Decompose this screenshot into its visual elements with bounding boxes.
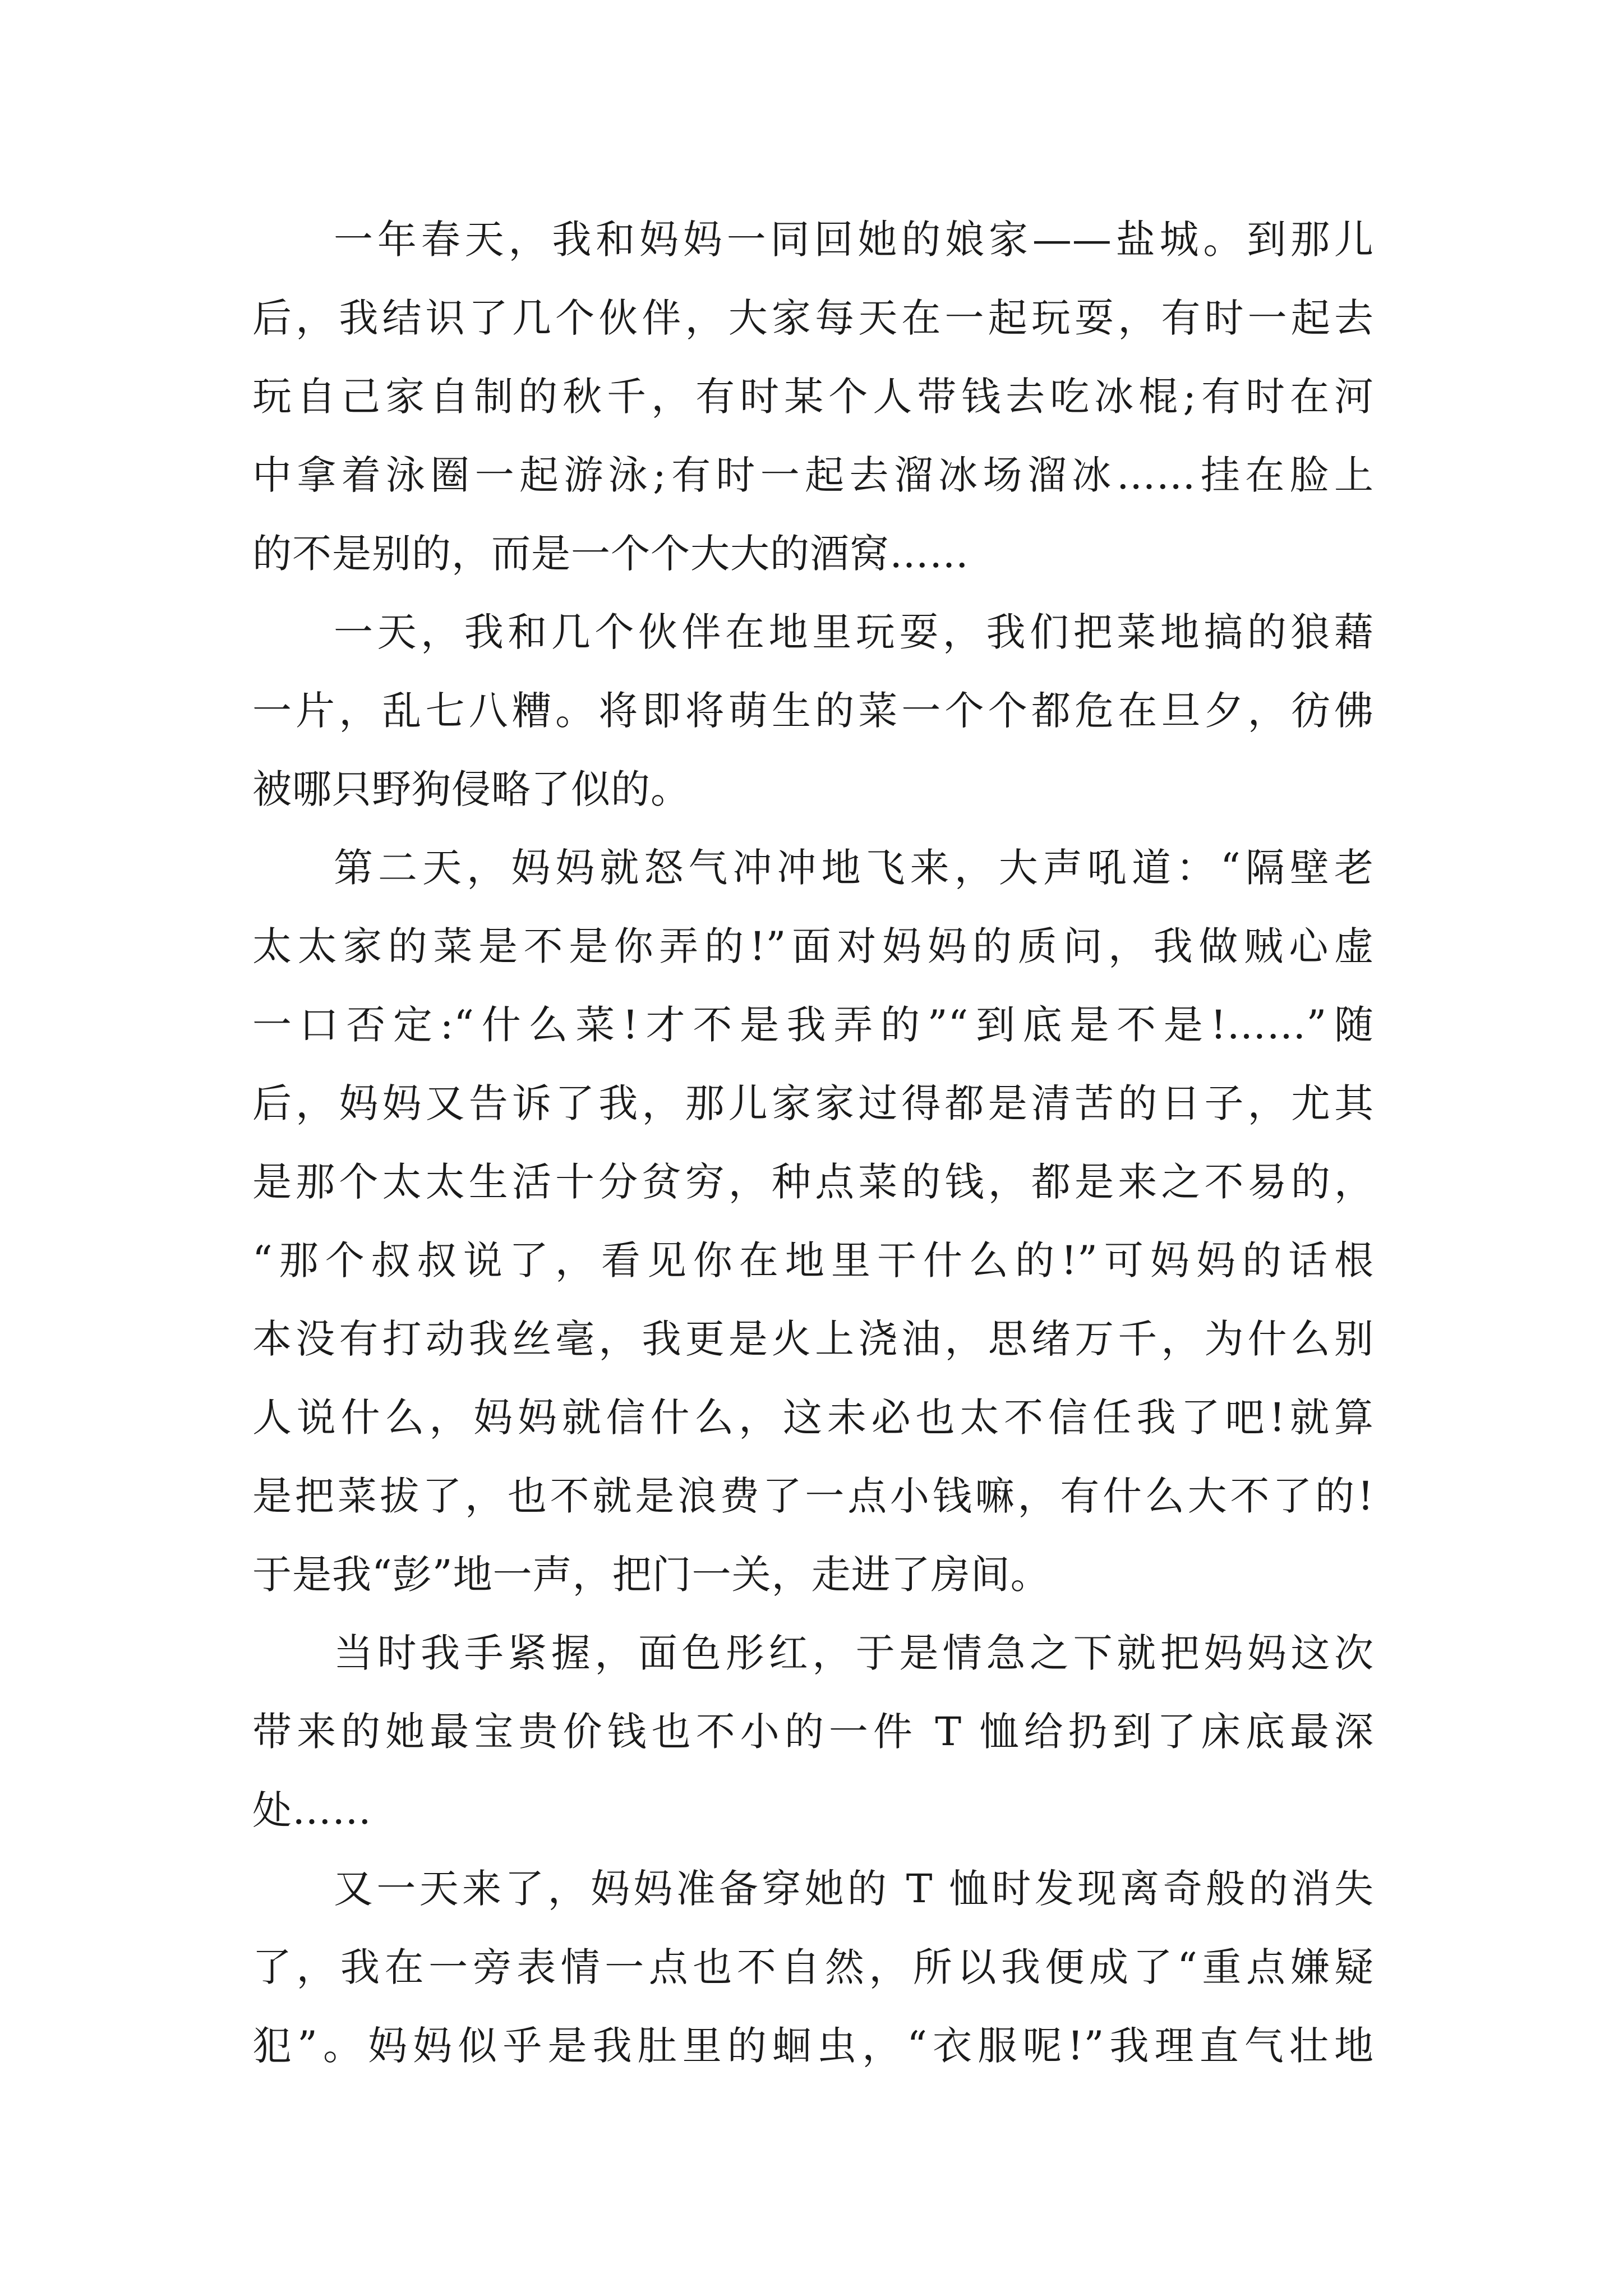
text-line: 后，妈妈又告诉了我，那儿家家过得都是清苦的日子，尤其 (252, 1080, 1374, 1126)
text-line: 是把菜拔了，也不就是浪费了一点小钱嘛，有什么大不了的! (252, 1473, 1374, 1519)
text-line: 人说什么，妈妈就信什么，这未必也太不信任我了吧!就算 (252, 1395, 1374, 1441)
text-line: 一天，我和几个伙伴在地里玩耍，我们把菜地搞的狼藉 (334, 609, 1374, 655)
text-line: 是那个太太生活十分贫穷，种点菜的钱，都是来之不易的， (252, 1159, 1374, 1205)
text-line: 太太家的菜是不是你弄的!”面对妈妈的质问，我做贼心虚 (252, 923, 1374, 969)
text-line: 犯”。妈妈似乎是我肚里的蛔虫，“衣服呢!”我理直气壮地 (252, 2023, 1374, 2069)
text-line: 了，我在一旁表情一点也不自然，所以我便成了“重点嫌疑 (252, 1944, 1374, 1990)
text-line: 一年春天，我和妈妈一同回她的娘家——盐城。到那儿 (334, 217, 1374, 263)
text-line: 第二天，妈妈就怒气冲冲地飞来，大声吼道：“隔壁老 (334, 845, 1374, 891)
text-line: 玩自己家自制的秋千，有时某个人带钱去吃冰棍;有时在河 (252, 374, 1374, 420)
text-line: 中拿着泳圈一起游泳;有时一起去溜冰场溜冰……挂在脸上 (252, 452, 1374, 498)
text-line: 一口否定:“什么菜!才不是我弄的”“到底是不是!……”随 (252, 1002, 1374, 1048)
text-line: 带来的她最宝贵价钱也不小的一件 T 恤给扔到了床底最深 (252, 1709, 1374, 1755)
text-line: 一片，乱七八糟。将即将萌生的菜一个个都危在旦夕，彷佛 (252, 688, 1374, 734)
text-line: 于是我“彭”地一声，把门一关，走进了房间。 (252, 1552, 1050, 1598)
text-line: “那个叔叔说了，看见你在地里干什么的!”可妈妈的话根 (252, 1237, 1374, 1283)
text-line: 处…… (252, 1787, 372, 1833)
text-line: 后，我结识了几个伙伴，大家每天在一起玩耍，有时一起去 (252, 295, 1374, 341)
text-line: 又一天来了，妈妈准备穿她的 T 恤时发现离奇般的消失 (334, 1866, 1374, 1912)
text-line: 的不是别的，而是一个个大大的酒窝…… (252, 531, 969, 577)
text-line: 被哪只野狗侵略了似的。 (252, 766, 690, 812)
text-line: 本没有打动我丝毫，我更是火上浇油，思绪万千，为什么别 (252, 1316, 1374, 1362)
text-line: 当时我手紧握，面色彤红，于是情急之下就把妈妈这次 (334, 1630, 1374, 1676)
